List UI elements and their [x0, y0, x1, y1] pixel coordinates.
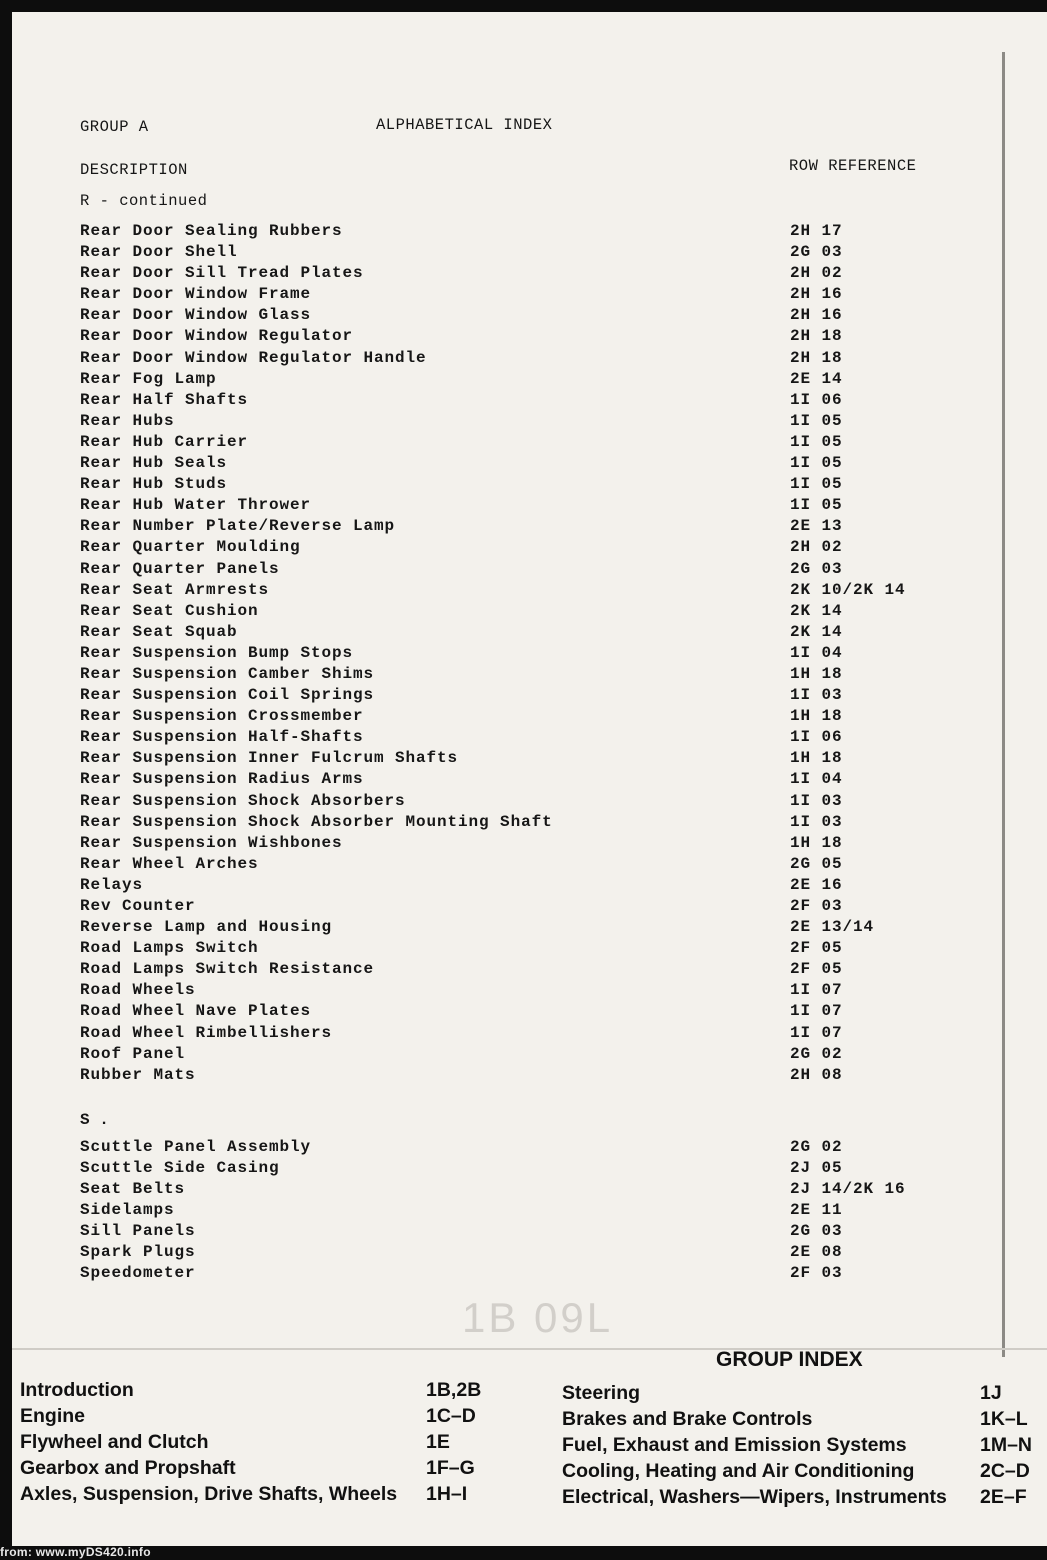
- index-row: [12, 939, 1012, 960]
- entry-row-reference: 2H 16: [790, 285, 843, 304]
- entry-row-reference: 1I 07: [790, 1023, 843, 1042]
- entry-row-reference: 1I 03: [790, 791, 843, 810]
- entry-description: Rear Door Sealing Rubbers: [80, 222, 343, 240]
- entry-description: Rear Hub Carrier: [80, 432, 249, 451]
- entry-row-reference: 2G 02: [790, 1137, 843, 1156]
- index-row: [12, 770, 1012, 791]
- group-index-code: 1E: [426, 1431, 450, 1453]
- index-row: [12, 1002, 1012, 1023]
- entry-description: Scuttle Side Casing: [80, 1158, 280, 1177]
- entry-row-reference: 2G 02: [790, 1044, 843, 1063]
- page-title: ALPHABETICAL INDEX: [376, 116, 553, 134]
- group-index-name: Introduction: [20, 1379, 134, 1401]
- entry-description: Rear Door Shell: [80, 243, 238, 262]
- description-column-header: DESCRIPTION: [80, 161, 188, 179]
- entry-row-reference: 1I 06: [790, 390, 843, 409]
- index-row: [12, 960, 1012, 981]
- entry-description: Rear Number Plate/Reverse Lamp: [80, 517, 396, 536]
- entry-row-reference: 1H 18: [790, 749, 843, 768]
- index-row: [12, 433, 1012, 454]
- entry-description: Rear Seat Squab: [80, 622, 238, 641]
- entry-row-reference: 2F 03: [790, 1264, 843, 1283]
- index-row: [12, 728, 1012, 749]
- entry-row-reference: 2F 05: [790, 939, 843, 958]
- entry-description: Rear Suspension Coil Springs: [80, 686, 375, 705]
- entry-description: Rear Suspension Half-Shafts: [80, 728, 364, 747]
- entry-row-reference: 1I 05: [790, 432, 843, 451]
- index-row: [12, 285, 1012, 306]
- group-index-code: 1B,2B: [426, 1379, 482, 1401]
- entry-row-reference: 2K 10/2K 14: [790, 580, 906, 599]
- entry-row-reference: 1I 04: [790, 643, 843, 662]
- group-label: GROUP A: [80, 118, 149, 136]
- group-index-code: 1M–N: [980, 1434, 1033, 1456]
- entry-description: Rear Fog Lamp: [80, 369, 217, 388]
- entry-description: Rear Door Window Frame: [80, 285, 312, 304]
- entry-row-reference: 2H 18: [790, 348, 843, 367]
- index-row: [12, 454, 1012, 475]
- entry-description: Rear Door Window Glass: [80, 306, 312, 325]
- group-index-name: Engine: [20, 1405, 86, 1427]
- entry-description: Rear Quarter Moulding: [80, 538, 301, 557]
- index-row: [12, 1243, 1012, 1264]
- index-row: [12, 1045, 1012, 1066]
- index-row: [12, 581, 1012, 602]
- entry-description: Road Wheels: [80, 981, 196, 1000]
- entry-description: Rear Quarter Panels: [80, 559, 280, 578]
- entry-row-reference: 2G 05: [790, 854, 843, 873]
- entry-row-reference: 2G 03: [790, 243, 843, 262]
- entry-row-reference: 2J 14/2K 16: [790, 1180, 906, 1199]
- index-row: [12, 370, 1012, 391]
- entry-row-reference: 2E 13/14: [790, 918, 875, 937]
- entry-description: Rear Door Sill Tread Plates: [80, 264, 364, 283]
- entry-description: Rear Suspension Crossmember: [80, 707, 364, 726]
- entry-description: Rear Suspension Camber Shims: [80, 664, 375, 683]
- entry-row-reference: 1I 07: [790, 981, 843, 1000]
- entry-row-reference: 2E 11: [790, 1201, 843, 1220]
- entry-row-reference: 1I 05: [790, 475, 843, 494]
- entry-row-reference: 1I 07: [790, 1002, 843, 1021]
- entry-row-reference: 2E 16: [790, 875, 843, 894]
- index-row: [12, 897, 1012, 918]
- entry-row-reference: 2H 16: [790, 306, 843, 325]
- index-row: [12, 222, 1012, 243]
- group-index-name: Fuel, Exhaust and Emission Systems: [562, 1434, 907, 1456]
- entry-row-reference: 1I 05: [790, 411, 843, 430]
- section-letter: [12, 1107, 1012, 1138]
- index-row: [12, 496, 1012, 517]
- entry-row-reference: 2K 14: [790, 601, 843, 620]
- entry-description: Rear Door Window Regulator: [80, 327, 354, 346]
- index-row: [12, 1222, 1012, 1243]
- entry-description: Rubber Mats: [80, 1065, 196, 1084]
- entry-description: Rear Door Window Regulator Handle: [80, 348, 427, 367]
- index-row: [12, 644, 1012, 665]
- entry-description: Rear Wheel Arches: [80, 854, 259, 873]
- watermark: from: www.myDS420.info: [0, 1545, 151, 1559]
- entry-row-reference: 2K 14: [790, 622, 843, 641]
- entry-row-reference: 1H 18: [790, 664, 843, 683]
- entry-row-reference: 2H 02: [790, 538, 843, 557]
- group-index-code: 1K–L: [980, 1408, 1028, 1430]
- continued-label: R - continued: [80, 192, 208, 210]
- entry-row-reference: 1H 18: [790, 833, 843, 852]
- index-row: [12, 1024, 1012, 1045]
- group-index-code: 2C–D: [980, 1460, 1030, 1482]
- index-row: [12, 686, 1012, 707]
- index-row: [12, 623, 1012, 644]
- entry-row-reference: 1H 18: [790, 707, 843, 726]
- group-index-name: Steering: [562, 1382, 641, 1404]
- entry-description: Rear Hubs: [80, 411, 175, 430]
- index-row: [12, 327, 1012, 348]
- index-row: [12, 665, 1012, 686]
- entry-description: Rear Suspension Inner Fulcrum Shafts: [80, 749, 459, 768]
- entry-row-reference: 2G 03: [790, 559, 843, 578]
- entry-row-reference: 1I 06: [790, 728, 843, 747]
- entry-description: Rear Seat Cushion: [80, 601, 259, 620]
- section-gap: [12, 1087, 1012, 1107]
- index-row: [12, 981, 1012, 1002]
- entry-description: Rear Hub Studs: [80, 475, 228, 494]
- index-row: [12, 1264, 1012, 1285]
- entry-description: Rear Suspension Shock Absorber Mounting Shaft: [80, 812, 553, 831]
- index-row: [12, 1201, 1012, 1222]
- entry-description: Spark Plugs: [80, 1243, 196, 1262]
- index-row: [12, 855, 1012, 876]
- document-page: [12, 12, 1047, 1546]
- index-row: [12, 391, 1012, 412]
- group-index-name: Flywheel and Clutch: [20, 1431, 209, 1453]
- group-index-name: Brakes and Brake Controls: [562, 1408, 813, 1430]
- index-row: [12, 813, 1012, 834]
- divider: [12, 1348, 1047, 1350]
- entry-description: Rear Suspension Radius Arms: [80, 770, 364, 789]
- row-reference-column-header: ROW REFERENCE: [789, 157, 917, 175]
- group-index-name: Gearbox and Propshaft: [20, 1457, 236, 1479]
- entry-row-reference: 1I 03: [790, 686, 843, 705]
- entry-row-reference: 1I 05: [790, 496, 843, 515]
- entry-row-reference: 1I 03: [790, 812, 843, 831]
- group-index-name: Cooling, Heating and Air Conditioning: [562, 1460, 915, 1482]
- index-row: [12, 306, 1012, 327]
- index-row: [12, 792, 1012, 813]
- entry-row-reference: 1I 04: [790, 770, 843, 789]
- entry-row-reference: 2H 08: [790, 1065, 843, 1084]
- group-index-code: 2E–F: [980, 1486, 1027, 1508]
- group-index-code: 1C–D: [426, 1405, 476, 1427]
- group-index-name: Axles, Suspension, Drive Shafts, Wheels: [20, 1483, 398, 1505]
- entry-description: Sidelamps: [80, 1201, 175, 1220]
- index-row: [12, 918, 1012, 939]
- entry-description: Road Lamps Switch Resistance: [80, 960, 375, 979]
- entry-description: Road Wheel Nave Plates: [80, 1002, 312, 1021]
- entry-row-reference: 2H 02: [790, 264, 843, 283]
- entry-description: Scuttle Panel Assembly: [80, 1137, 312, 1156]
- entry-row-reference: 2H 18: [790, 327, 843, 346]
- entry-description: Seat Belts: [80, 1180, 186, 1199]
- entry-row-reference: 2J 05: [790, 1158, 843, 1177]
- group-index-title: GROUP INDEX: [716, 1348, 863, 1371]
- entry-row-reference: 2E 08: [790, 1243, 843, 1262]
- group-index-code: 1H–I: [426, 1483, 468, 1505]
- entry-description: Rear Suspension Shock Absorbers: [80, 791, 406, 810]
- entry-row-reference: 2F 05: [790, 960, 843, 979]
- index-row: [12, 1066, 1012, 1087]
- index-row: [12, 749, 1012, 770]
- entry-description: Relays: [80, 875, 144, 894]
- entry-row-reference: 2F 03: [790, 897, 843, 915]
- index-row: [12, 243, 1012, 264]
- entry-row-reference: 2G 03: [790, 1222, 843, 1241]
- entry-row-reference: 1I 05: [790, 454, 843, 473]
- group-index-name: Electrical, Washers—Wipers, Instruments: [562, 1486, 947, 1508]
- entry-description: Reverse Lamp and Housing: [80, 918, 333, 937]
- index-row: [12, 834, 1012, 855]
- index-row: [12, 412, 1012, 433]
- entry-row-reference: 2E 14: [790, 369, 843, 388]
- entry-description: Rear Suspension Bump Stops: [80, 643, 354, 662]
- index-row: [12, 707, 1012, 728]
- index-row: [12, 1138, 1012, 1159]
- group-index-code: 1J: [980, 1382, 1002, 1404]
- index-row: [12, 1159, 1012, 1180]
- section-letter-text: S .: [80, 1110, 109, 1129]
- index-row: [12, 538, 1012, 559]
- index-row: [12, 475, 1012, 496]
- entry-description: Speedometer: [80, 1264, 196, 1283]
- page-stamp: 1B 09L: [462, 1294, 614, 1341]
- entry-row-reference: 2E 13: [790, 517, 843, 536]
- index-row: [12, 517, 1012, 538]
- entry-description: Rev Counter: [80, 897, 196, 915]
- entry-description: Rear Suspension Wishbones: [80, 833, 343, 852]
- index-row: [12, 602, 1012, 623]
- entry-description: Road Lamps Switch: [80, 939, 259, 958]
- index-list: [12, 222, 1012, 1286]
- entry-description: Sill Panels: [80, 1222, 196, 1241]
- entry-description: Rear Half Shafts: [80, 390, 249, 409]
- entry-row-reference: 2H 17: [790, 222, 843, 240]
- index-row: [12, 560, 1012, 581]
- index-row: [12, 264, 1012, 285]
- entry-description: Road Wheel Rimbellishers: [80, 1023, 333, 1042]
- entry-description: Rear Hub Seals: [80, 454, 228, 473]
- group-index-code: 1F–G: [426, 1457, 475, 1479]
- entry-description: Rear Seat Armrests: [80, 580, 270, 599]
- entry-description: Rear Hub Water Thrower: [80, 496, 312, 515]
- index-row: [12, 876, 1012, 897]
- index-row: [12, 349, 1012, 370]
- entry-description: Roof Panel: [80, 1044, 186, 1063]
- index-row: [12, 1180, 1012, 1201]
